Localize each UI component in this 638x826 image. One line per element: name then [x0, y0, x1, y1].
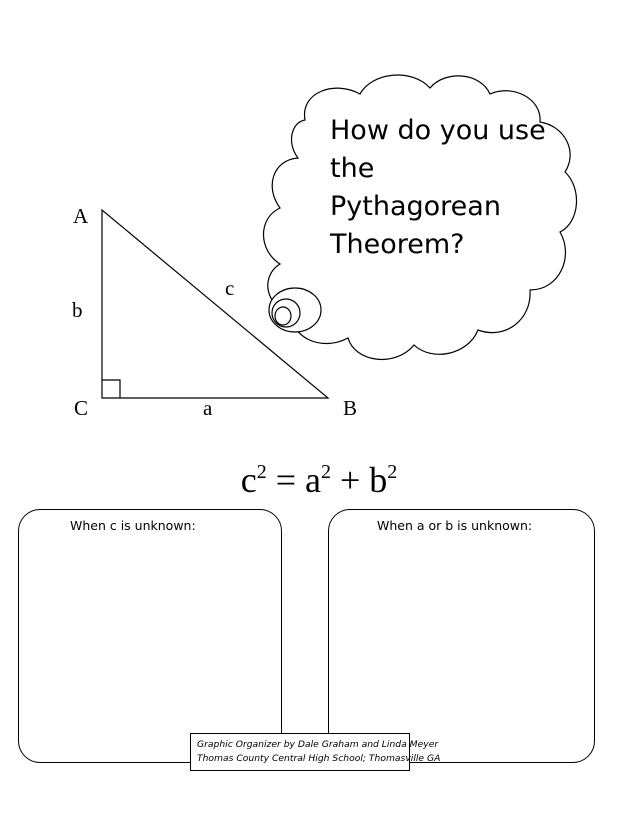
side-label-b: b: [72, 298, 83, 322]
right-angle-marker: [102, 380, 120, 398]
formula-b-exp: 2: [387, 461, 398, 483]
question-line-1: How do you use: [330, 115, 546, 146]
cloud-question: [330, 112, 560, 264]
credit-box: [190, 733, 441, 771]
thought-bubble-small: [275, 307, 291, 325]
box-c-unknown-label: When c is unknown:: [70, 518, 196, 533]
vertex-label-a: A: [73, 204, 89, 228]
question-line-3: Pythagorean: [330, 191, 501, 222]
formula-a-exp: 2: [320, 461, 331, 483]
formula-a: a: [305, 460, 321, 500]
formula-c: c: [240, 460, 257, 500]
box-ab-unknown[interactable]: [328, 509, 595, 763]
formula-c-exp: 2: [256, 461, 267, 483]
box-ab-unknown-label: When a or b is unknown:: [377, 518, 533, 533]
formula-plus: +: [339, 460, 361, 500]
side-label-a: a: [203, 396, 213, 420]
vertex-label-b: B: [343, 396, 358, 420]
box-c-unknown[interactable]: [18, 509, 282, 763]
pythagorean-formula: [0, 462, 638, 498]
credit-line-1: Graphic Organizer by Dale Graham and Linda Meyer: [197, 739, 439, 750]
side-label-c: c: [225, 276, 235, 300]
vertex-label-c: C: [74, 396, 89, 420]
question-line-4: Theorem?: [330, 229, 465, 260]
question-line-2: the: [330, 153, 375, 184]
formula-equals: =: [275, 460, 296, 500]
credit-line-2: Thomas County Central High School; Thomasville GA: [197, 753, 441, 764]
formula-b: b: [369, 460, 388, 500]
